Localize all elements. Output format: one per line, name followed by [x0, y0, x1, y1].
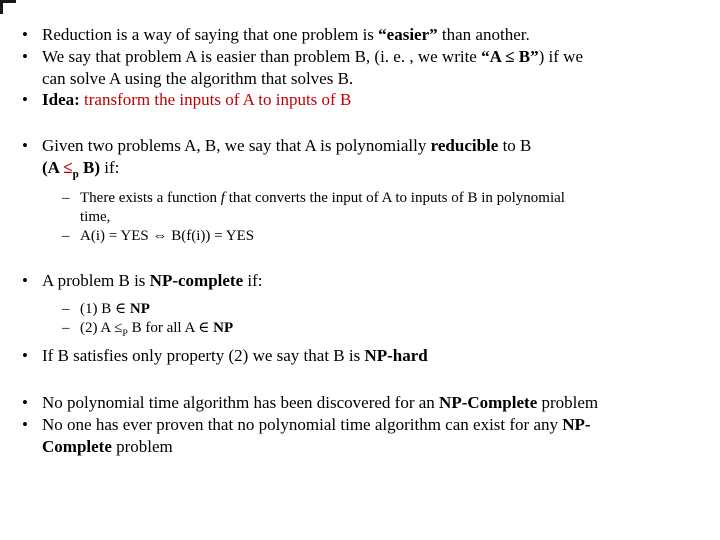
text-run: can solve A using the algorithm that solves B. — [42, 68, 354, 88]
dash-marker: – — [62, 228, 70, 245]
bullet-marker: • — [22, 90, 28, 110]
spacer — [16, 292, 704, 300]
bullet-text — [80, 189, 704, 227]
text-run-bold: “A ≤ B” — [481, 46, 539, 66]
dash-marker: – — [62, 320, 70, 337]
bullet-text — [42, 46, 704, 90]
bullet-no-proof-exists — [16, 414, 704, 458]
bullet-text — [42, 89, 704, 111]
subbullet-yes-iff — [60, 227, 704, 246]
bullet-text — [42, 414, 704, 458]
text-run: No one has ever proven that no polynomial time algorithm can exist for any — [42, 415, 563, 435]
spacer — [16, 246, 704, 270]
spacer — [16, 181, 704, 189]
text-run-red: transform the inputs of A to inputs of B — [84, 90, 352, 110]
bullet-idea-transform — [16, 89, 704, 111]
text-run: if: — [100, 157, 120, 177]
text-run-bold: NP — [129, 301, 150, 318]
text-run-bold: “easier” — [378, 25, 438, 44]
text-run: Reduction is a way of saying that one problem is — [42, 25, 379, 44]
text-run-bold: NP-hard — [364, 345, 428, 365]
text-run: We say that problem A is easier than problem B, (i. e. , we write — [42, 46, 482, 66]
text-run-bold: Idea: — [42, 90, 85, 110]
text-run-bold: reducible — [430, 136, 499, 155]
text-run: A(i) = YES ⇔ B(f(i)) = YES — [80, 228, 255, 245]
text-run: A problem B is — [42, 271, 150, 291]
text-run: problem — [537, 393, 599, 413]
subbullet-condition-1 — [60, 300, 704, 319]
text-run-bold: (A — [42, 157, 64, 177]
text-run-bold: NP — [213, 320, 234, 337]
subscript-p: p — [72, 168, 79, 181]
bullet-marker: • — [22, 345, 28, 365]
text-run: that converts the input of A to inputs of B in polynomial — [224, 190, 565, 207]
text-run: if: — [243, 271, 263, 291]
text-run: Given two problems A, B, we say that A is polynomially — [42, 136, 431, 155]
bullet-text — [42, 345, 704, 367]
bullet-text — [80, 300, 704, 319]
text-run: If B satisfies only property (2) we say that B is — [42, 345, 365, 365]
text-run: ) if we — [538, 46, 583, 66]
text-run-italic: f — [220, 190, 225, 207]
slide-corner-mark — [0, 0, 16, 14]
bullet-marker: • — [22, 46, 28, 66]
bullet-text — [42, 270, 704, 292]
bullet-text — [42, 24, 704, 46]
bullet-polynomially-reducible — [16, 135, 704, 181]
bullet-marker: • — [22, 25, 28, 44]
subbullet-condition-2 — [60, 319, 704, 340]
text-run-bold: NP-Complete — [439, 393, 538, 413]
text-run: There exists a function — [80, 190, 221, 207]
subbullet-function-f — [60, 189, 704, 227]
bullet-easier-than — [16, 46, 704, 90]
bullet-text — [42, 135, 704, 181]
text-run-bold: B) — [78, 157, 100, 177]
text-run: than another. — [437, 25, 530, 44]
dash-marker: – — [62, 190, 70, 207]
leq-symbol: ≤ — [63, 157, 73, 177]
spacer — [16, 111, 704, 135]
text-run-bold: NP-complete — [149, 271, 244, 291]
bullet-marker: • — [22, 415, 28, 435]
bullet-marker: • — [22, 393, 28, 413]
bullet-text — [80, 227, 704, 246]
bullet-np-hard — [16, 345, 704, 367]
spacer — [16, 366, 704, 392]
text-run-bold: Complete — [42, 436, 112, 456]
bullet-text — [80, 319, 704, 340]
text-run: B for all A ∈ — [127, 320, 214, 337]
bullet-reduction-definition — [16, 24, 704, 46]
text-run: No polynomial time algorithm has been discovered for an — [42, 393, 440, 413]
dash-marker: – — [62, 301, 70, 318]
text-run: problem — [111, 436, 173, 456]
bullet-no-poly-algorithm — [16, 392, 704, 414]
text-run: to B — [498, 136, 532, 155]
bullet-np-complete-definition — [16, 270, 704, 292]
bullet-marker: • — [22, 271, 28, 291]
bullet-text — [42, 392, 704, 414]
text-run: (1) B ∈ — [80, 301, 130, 318]
text-run: (2) A ≤ — [80, 320, 123, 337]
text-run-bold: NP- — [562, 415, 591, 435]
text-run: time, — [80, 209, 111, 226]
bullet-marker: • — [22, 136, 28, 155]
subscript-p: P — [122, 328, 128, 340]
